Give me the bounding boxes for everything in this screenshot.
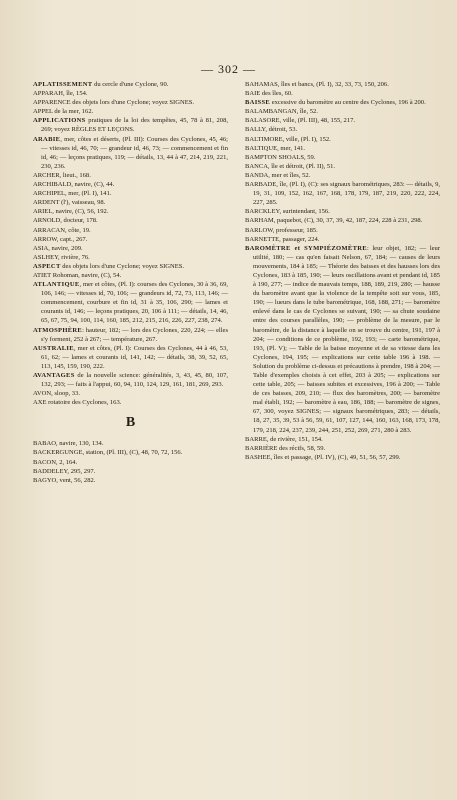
left-column: [33, 80, 228, 485]
entry-text: BANDA, mer et îles, 52.: [245, 171, 311, 179]
entry-text: BALAMBANGAN, île, 52.: [245, 108, 318, 116]
index-entry: [33, 135, 228, 171]
index-entry: [33, 280, 228, 325]
index-entry: [245, 235, 440, 244]
index-entry: [245, 216, 440, 225]
entry-text: , mer et côtes, (Pl. I): courses des Cyclones, 30 à 36, 69, 106, 146; — vitesses id, 70, 106; — grandeurs id, 72, 73, 113, 146; — commencement, courbure et fin id, 31 à 35, 106, 290; — lames et courants id, 146; — leçons pratiques, 20, 106 à 111; — détails, 14, 46, 65, 67, 75, 94, 100, 114, 160, 185, 212, 215, 216, 226, 227, 238, 274.: [41, 281, 228, 325]
index-group-b: [33, 439, 228, 484]
entry-text: BARCKLEY, surintendant, 156.: [245, 208, 330, 216]
entry-heading: BAISSE: [245, 99, 271, 107]
entry-text: BARBADE, île, (Pl. I), (C): ses signaux barométriques, 283: — détails, 9, 19, 31, 109, 152, 162, 167, 168, 178, 179, 187, 219, 220, 222, 224, 227, 285.: [245, 181, 440, 207]
index-entry: [33, 262, 228, 271]
index-entry: [245, 207, 440, 216]
entry-text: des objets lors d'une Cyclone; voyez SIGNES.: [60, 262, 185, 270]
index-entry: [245, 435, 440, 444]
index-entry: [245, 453, 440, 462]
entry-heading: ARABIE: [33, 135, 61, 143]
entry-text: BALASORE, ville, (Pl. III), 48, 155, 217.: [245, 117, 356, 125]
entry-heading: ATMOSPHÈRE: [33, 326, 83, 334]
entry-text: ARROW, capt., 267.: [33, 235, 88, 243]
index-entry: [245, 162, 440, 171]
entry-heading: ATLANTIQUE: [33, 281, 80, 289]
entry-text: ARNOLD, docteur, 178.: [33, 217, 98, 225]
entry-text: de la nouvelle science: généralités, 3, 43, 45, 80, 107, 132, 293; — faits à l'appui, 60, 94, 110, 124, 129, 161, 181, 269, 293.: [41, 372, 228, 389]
entry-text: , mer et côtes, (Pl. I): Courses des Cyclones, 44 à 46, 53, 61, 62; — lames et courants id, 141, 142; — détails, 38, 39, 52, 65, 113, 145, 159, 190, 222.: [41, 344, 228, 370]
index-entry: [245, 244, 440, 435]
entry-text: BAIE des îles, 60.: [245, 90, 293, 98]
entry-text: BARRIÈRE des récifs, 58, 59.: [245, 444, 326, 452]
index-entry: [33, 180, 228, 189]
index-entry: [245, 444, 440, 453]
index-entry: [245, 153, 440, 162]
index-entry: [33, 207, 228, 216]
entry-text: AXE rotatoire des Cyclones, 163.: [33, 399, 122, 407]
index-entry: [33, 253, 228, 262]
entry-text: BALTIQUE, mer, 141.: [245, 144, 306, 152]
entry-text: BARNETTE, passager, 224.: [245, 235, 320, 243]
entry-text: APPARAH, île, 154.: [33, 90, 88, 98]
entry-text: BALTIMORE, ville, (Pl. I), 152.: [245, 135, 331, 143]
entry-text: BABAO, navire, 130, 134.: [33, 440, 104, 448]
index-group-b-continued: [245, 80, 440, 462]
index-entry: [245, 80, 440, 89]
index-entry: [33, 107, 228, 116]
index-entry: [33, 371, 228, 389]
entry-heading: AUSTRALIE: [33, 344, 74, 352]
index-entry: [33, 344, 228, 371]
index-entry: [33, 198, 228, 207]
index-entry: [33, 389, 228, 398]
entry-heading: AVANTAGES: [33, 372, 75, 379]
index-entry: [33, 216, 228, 225]
index-entry: [33, 467, 228, 476]
index-group-a: [33, 80, 228, 407]
index-entry: [33, 116, 228, 134]
entry-text: : hauteur, 182; — lors des Cyclones, 220, 224; — elles s'y forment, 252 à 267; — température, 267.: [41, 326, 228, 343]
entry-text: BADDELEY, 295, 297.: [33, 467, 96, 475]
entry-text: ARDENT (l'), vaisseau, 98.: [33, 199, 106, 207]
entry-text: ATIET Rohoman, navire, (C), 54.: [33, 271, 122, 279]
index-entry: [33, 439, 228, 448]
index-entry: [245, 116, 440, 125]
entry-text: ARCHIPEL, mer, (Pl. I), 141.: [33, 190, 112, 198]
entry-text: ASLHEY, rivière, 76.: [33, 253, 90, 261]
index-entry: [33, 448, 228, 457]
index-entry: [33, 398, 228, 407]
index-entry: [33, 271, 228, 280]
index-entry: [245, 144, 440, 153]
entry-text: BARLOW, professeur, 185.: [245, 226, 318, 234]
entry-text: BACKERGUNGE, station, (Pl. III), (C), 48, 70, 72, 156.: [33, 449, 183, 457]
index-entry: [33, 80, 228, 89]
entry-text: excessive du baromètre au centre des Cyclones, 196 à 200.: [270, 99, 426, 107]
right-column: [245, 80, 440, 462]
index-entry: [33, 458, 228, 467]
page-number: — 302 —: [201, 62, 256, 76]
entry-text: ARCHER, lieut., 168.: [33, 171, 91, 179]
entry-heading: APLATISSEMENT: [33, 81, 93, 88]
entry-text: BACON, 2, 164.: [33, 458, 78, 466]
entry-text: BAGYO, vent, 56, 282.: [33, 476, 96, 484]
index-entry: [33, 89, 228, 98]
entry-text: ARIEL, navire, (C), 56, 192.: [33, 208, 109, 216]
entry-text: , mer, côtes et déserts, (Pl. III): Courses des Cyclones, 45, 46; — vitesses id, 46, 70; — grandeur id, 46, 73; — commencement et fin id, 46; — leçons pratiques, 119; — détails, 13, 44 à 47, 214, 219, 221, 230, 236.: [41, 135, 228, 170]
entry-text: BAHAMAS, îles et bancs, (Pl. I), 32, 33, 73, 150, 206.: [245, 81, 389, 88]
index-entry: [245, 107, 440, 116]
entry-heading: APPLICATIONS: [33, 117, 86, 125]
index-entry: [33, 189, 228, 198]
entry-text: BAMPTON SHOALS, 59.: [245, 153, 316, 161]
index-entry: [33, 244, 228, 253]
index-entry: [245, 226, 440, 235]
entry-text: pratiques de la loi des tempêtes, 45, 78 à 81, 208, 269; voyez RÈGLES ET LEÇONS.: [41, 117, 228, 134]
entry-text: APPEL de la mer, 162.: [33, 108, 94, 116]
entry-text: BARHAM, paquebot, (C), 30, 37, 39, 42, 187, 224, 228 à 231, 298.: [245, 217, 423, 225]
entry-text: BALLY, détroit, 53.: [245, 126, 298, 134]
index-entry: [245, 135, 440, 144]
entry-text: du cercle d'une Cyclone, 90.: [92, 81, 169, 88]
index-entry: [245, 89, 440, 98]
section-letter: B: [125, 415, 136, 431]
entry-text: : leur objet, 182; — leur utilité, 180; — cas qu'en faisait Nelson, 67, 184; — causes de leurs mouvements, 184 à 185; — Théorie des baisses et des hausses lors des Cyclones, 183 à 185, 190; — leurs oscillations avant et pendant id, 185 à 190, 277; — indice de mauvais temps, 188, 189, 219, 280; — hausse du baromètre avant que la violence de la tempête soit sur vous, 185, 190; — lueurs dans le tube barométrique, 168, 188, 271; — baromètre enlevé dans le cas de Cyclones se suivant, 190; — sa chute soudaine entre des courses parallèles, 190; — problème de la mesure, par le baromètre, de la distance à laquelle on se trouve du centre, 191, 197 à 204; — conditions de ce problème, 192, 193; — carte barométrique, 193, (Pl. V); — Table de la baisse moyenne et de sa vitesse dans les Cyclones, 194, 195; — explications sur cette table 196 à 198. — Solution du problème ci-dessus et précautions à prendre, 198 à 204; — Table d'exemples choisis à cet effet, 203 à 205; — explications sur cette table, 205; — baisses subites et excessives, 196 à 200; — Table de ces baisses, 209, 210; — flux des baromètres, 200; — baromètre mal établi, 192; — baromètre à eau, 186, 188; — baromètre de signes, 67, 300, voyez SIGNES; — signaux barométriques, 283; — détails, 18, 27, 35, 39, 53 à 56, 59, 61, 107, 127, 144, 160, 163, 168, 173, 178, 179, 218, 224, 237, 239, 244, 251, 252, 269, 271, 280 à 283.: [253, 244, 440, 434]
entry-text: APPARENCE des objets lors d'une Cyclone; voyez SIGNES.: [33, 99, 194, 107]
index-entry: [245, 98, 440, 107]
index-entry: [245, 171, 440, 180]
entry-text: ARCHIBALD, navire, (C), 44.: [33, 181, 115, 189]
entry-text: ASIA, navire, 209.: [33, 244, 83, 252]
entry-heading: ASPECT: [33, 262, 61, 270]
entry-text: BASHEE, îles et passage, (Pl. IV), (C), 49, 51, 56, 57, 299.: [245, 453, 401, 461]
index-entry: [33, 235, 228, 244]
entry-text: AVON, sloop, 33.: [33, 390, 80, 398]
index-entry: [33, 98, 228, 107]
entry-text: BANCA, île et détroit, (Pl. II), 51.: [245, 162, 336, 170]
entry-text: BARRE, de rivière, 151, 154.: [245, 435, 323, 443]
entry-text: ARRACAN, côte, 19.: [33, 226, 91, 234]
index-entry: [33, 476, 228, 485]
index-entry: [33, 171, 228, 180]
index-entry: [33, 226, 228, 235]
index-entry: [245, 180, 440, 207]
entry-heading: BAROMÈTRE et SYMPIÉZOMÈTRE: [245, 244, 367, 252]
index-entry: [245, 125, 440, 134]
index-entry: [33, 326, 228, 344]
